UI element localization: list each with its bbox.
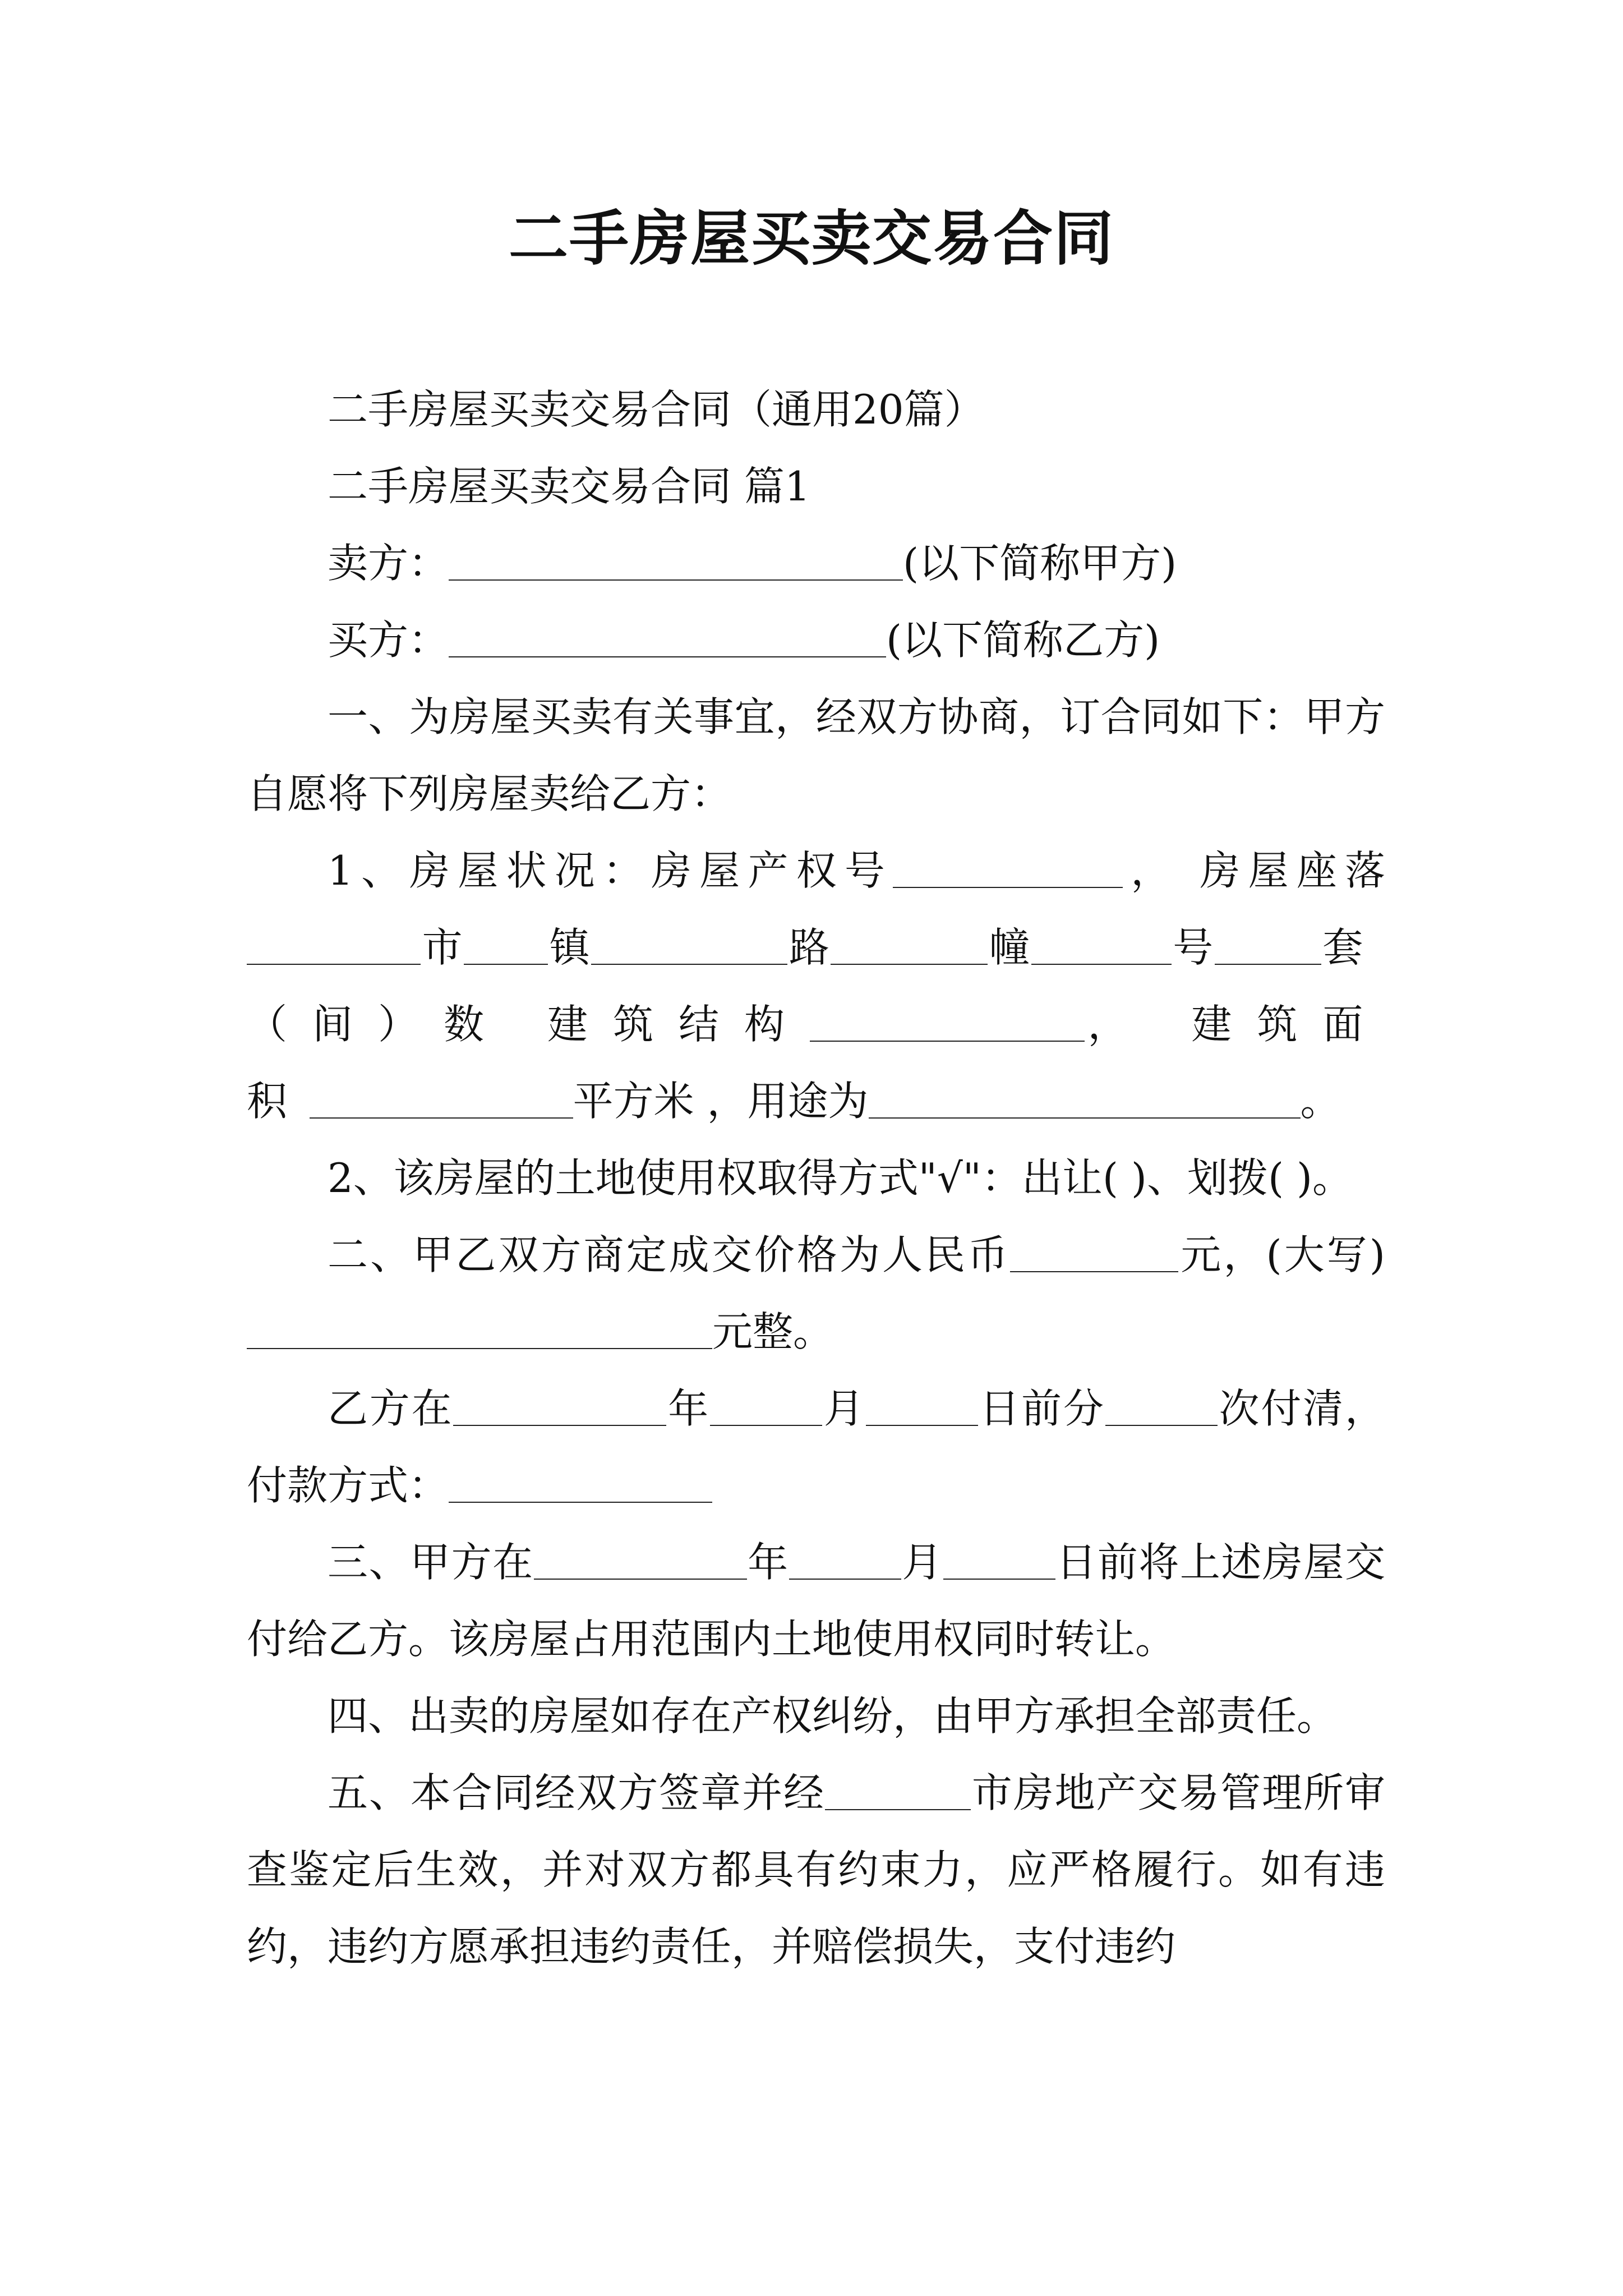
clause-2-text-c: 元整。 [712,1308,834,1355]
section-heading: 二手房屋买卖交易合同 篇1 [328,463,810,510]
buyer-label: 买方： [328,616,449,664]
clause-3-text-d: 日前将上述房屋交付给乙方。该房屋占用范围内土地使用权同时转让。 [247,1539,1385,1663]
buyer-line [247,602,1385,679]
usage-blank [869,1079,1301,1118]
item-1-house-status [247,832,1385,1140]
payment-text-a: 乙方在 [328,1385,454,1432]
seller-label: 卖方： [328,540,449,587]
document-title: 二手房屋买卖交易合同 [509,203,1114,273]
building-blank [831,925,988,964]
clause-3-text-c: 月 [901,1539,943,1586]
road-blank [591,925,787,964]
item-1-text-c: 市 [421,924,464,971]
item-2-land-use: 2、该房屋的土地使用权取得方式"√"：出让( )、划拨( )。 [328,1154,1353,1202]
item-1-text-f: 幢 [988,924,1031,971]
number-blank [1031,925,1172,964]
clause-2-text-a: 二、甲乙双方商定成交价格为人民币 [328,1231,1011,1278]
payment-month-blank [710,1386,822,1425]
price-uppercase-blank [247,1309,712,1349]
delivery-month-blank [789,1540,901,1579]
price-blank [1010,1232,1178,1272]
payment-day-blank [866,1386,978,1425]
item-1-text-b: ， 房屋座落 [1123,847,1386,894]
buyer-name-blank [449,618,886,657]
document-body [247,371,1385,1985]
clause-3-text-b: 年 [746,1539,789,1586]
area-blank [310,1079,573,1118]
town-blank [464,925,548,964]
item-1-text-i: ， 建筑面积 [247,1001,1385,1125]
payment-text-d: 日前分 [978,1385,1105,1432]
seller-line [247,525,1385,602]
review-city-blank [825,1770,971,1810]
payment-text-e: 次付清，付款方式： [247,1385,1385,1509]
clause-5-effect [247,1755,1385,1985]
city-blank [247,925,421,964]
clause-5-text-a: 五、本合同经双方签章并经 [328,1769,825,1816]
payment-method-blank [449,1463,712,1502]
document-subtitle: 二手房屋买卖交易合同（通用20篇） [328,386,985,433]
item-1-text-h: 套（间）数 建筑结构 [247,924,1385,1048]
buyer-suffix: (以下简称乙方) [886,616,1160,664]
structure-blank [810,1002,1085,1041]
payment-text-c: 月 [822,1385,866,1432]
clause-4-disputes: 四、出卖的房屋如存在产权纠纷，由甲方承担全部责任。 [328,1692,1338,1740]
seller-name-blank [449,541,903,580]
seller-suffix: (以下简称甲方) [903,540,1177,587]
unit-count-blank [1215,925,1321,964]
item-1-text-a: 1、房屋状况：房屋产权号 [328,847,893,894]
item-1-text-g: 号 [1171,924,1215,971]
delivery-year-blank [534,1540,747,1579]
payment-terms [247,1370,1385,1524]
clause-3-delivery [247,1524,1385,1678]
clause-5-text-b: 市房地产交易管理所审查鉴定后生效，并对双方都具有约束力，应严格履行。如有违约，违约方愿承担违约责任，并赔偿损失，支付违约 [247,1769,1385,1970]
clause-1-intro: 一、为房屋买卖有关事宜，经双方协商，订合同如下：甲方自愿将下列房屋卖给乙方： [247,693,1385,817]
payment-installments-blank [1105,1386,1218,1425]
item-1-text-e: 路 [787,924,831,971]
item-1-text-d: 镇 [548,924,592,971]
payment-text-b: 年 [666,1385,710,1432]
payment-year-blank [453,1386,666,1425]
clause-3-text-a: 三、甲方在 [328,1539,534,1586]
item-1-text-j: 平方米 ，用途为 [573,1078,869,1125]
clause-2-text-b: 元，(大写) [1178,1231,1385,1278]
delivery-day-blank [943,1540,1055,1579]
clause-2-price [247,1217,1385,1370]
item-1-text-k: 。 [1300,1078,1341,1125]
property-number-blank [893,848,1123,887]
